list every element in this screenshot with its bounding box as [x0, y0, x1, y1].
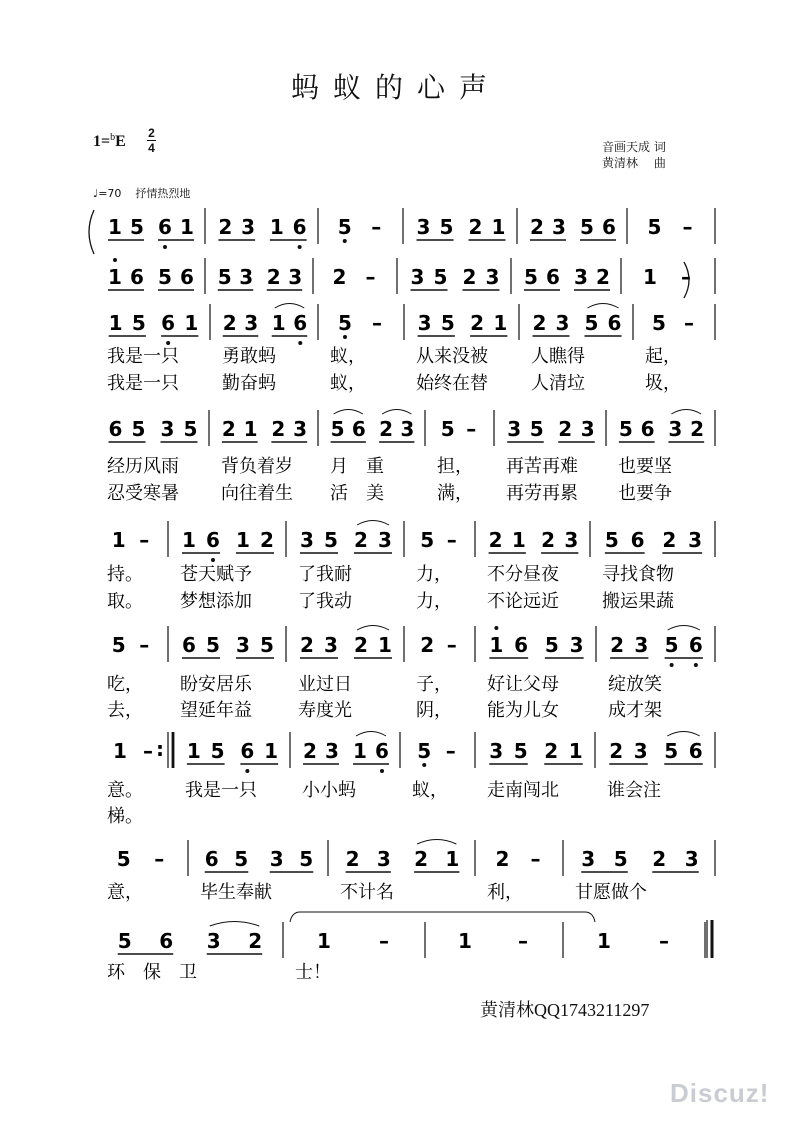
lyric-text: 寻找食物: [602, 564, 674, 585]
dash-note: –: [518, 929, 528, 953]
note: 5: [652, 311, 666, 335]
note: 5: [337, 215, 352, 239]
lyric-text: 意，: [107, 882, 143, 903]
note: 1: [236, 528, 250, 552]
lyric-text: 也要坚: [618, 456, 672, 477]
note: 6: [640, 417, 655, 441]
note: 2: [248, 929, 263, 953]
note: 5: [330, 417, 345, 441]
note: 1: [108, 215, 122, 239]
lyric-text: 成才架: [608, 700, 662, 721]
note: 3: [160, 417, 175, 441]
lyric-text: 满，: [437, 483, 473, 504]
note: 5: [131, 311, 146, 335]
note: 1: [353, 739, 367, 763]
slur: [357, 626, 389, 631]
lyric-text: 忍受寒暑: [107, 483, 179, 504]
watermark-logo: Discuz!: [670, 1078, 770, 1108]
note: 2: [221, 417, 236, 441]
lyric-text: 苍天赋予: [180, 564, 252, 585]
dash-note: –: [446, 528, 457, 552]
note: 6: [602, 215, 616, 239]
note: 3: [684, 847, 699, 871]
note: 3: [633, 739, 648, 763]
note: 6: [688, 633, 703, 657]
note: 3: [300, 528, 314, 552]
note: 3: [507, 417, 522, 441]
note: 1: [445, 847, 460, 871]
dash-note: –: [466, 417, 477, 441]
note: 1: [111, 528, 126, 552]
note: 5: [299, 847, 314, 871]
note: 3: [244, 311, 259, 335]
note: 2: [354, 528, 368, 552]
note: 6: [204, 847, 219, 871]
note: 6: [158, 215, 172, 239]
dash-note: –: [446, 633, 457, 657]
note: 1: [108, 265, 122, 289]
note: 5: [613, 847, 628, 871]
note: 2: [266, 265, 281, 289]
note: 3: [489, 739, 504, 763]
tempo-style: 抒情热烈地: [135, 187, 191, 200]
slur: [417, 840, 456, 845]
note: 2: [303, 739, 317, 763]
note: 5: [117, 929, 132, 953]
lyric-text: 望延年益: [180, 700, 252, 721]
note: 5: [158, 265, 172, 289]
octave-dot: [670, 663, 674, 667]
lyric-text: 了我动: [298, 591, 352, 612]
lyric-text: 向往着生: [221, 483, 293, 504]
note: 5: [664, 739, 679, 763]
note: 6: [240, 739, 255, 763]
dash-note: –: [379, 929, 389, 953]
key-note: E: [115, 133, 126, 150]
note: 1: [180, 215, 194, 239]
note: 1: [568, 739, 583, 763]
note: 5: [131, 417, 146, 441]
note: 1: [491, 215, 506, 239]
repeat-open-paren: [89, 210, 94, 254]
note: 1: [269, 215, 284, 239]
lyric-text: 绽放笑: [608, 674, 662, 695]
slur: [357, 521, 389, 526]
note: 3: [417, 311, 432, 335]
note: 3: [668, 417, 683, 441]
note: 5: [440, 417, 455, 441]
dash-note: –: [139, 528, 150, 552]
note: 2: [332, 265, 347, 289]
note: 3: [206, 929, 221, 953]
lyric-text: 毕生奉献: [200, 882, 272, 903]
note: 5: [580, 215, 594, 239]
note: 1: [317, 929, 331, 953]
note: 6: [293, 311, 308, 335]
lyric-text: 再劳再累: [506, 483, 578, 504]
note: 1: [186, 739, 201, 763]
lyric-text: 蚁，: [330, 346, 366, 367]
key-flat: b: [110, 132, 116, 143]
note: 5: [440, 311, 455, 335]
lyric-text: 去，: [107, 700, 143, 721]
lyric-text: 不计名: [340, 882, 394, 903]
octave-dot: [422, 763, 426, 767]
song-title: 蚂蚁的心声: [290, 71, 501, 104]
note: 2: [271, 417, 286, 441]
note: 1: [264, 739, 279, 763]
note: 5: [116, 847, 131, 871]
note: 1: [378, 633, 392, 657]
note: 5: [417, 739, 432, 763]
note: 5: [183, 417, 198, 441]
lyric-text: 能为儿女: [487, 700, 559, 721]
note: 2: [218, 215, 233, 239]
note: 2: [260, 528, 274, 552]
note: 5: [206, 633, 220, 657]
note: 2: [495, 847, 510, 871]
note: 6: [180, 265, 194, 289]
lyric-text: 从来没被: [416, 346, 488, 367]
dash-note: –: [445, 739, 456, 763]
slur: [210, 922, 260, 927]
note: 2: [558, 417, 573, 441]
repeat-colon: :: [156, 737, 164, 761]
note: 3: [239, 265, 254, 289]
lyric-text: 不论远近: [487, 591, 559, 612]
note: 1: [271, 311, 286, 335]
lyric-text: 背负着岁: [221, 456, 293, 477]
note: 5: [420, 528, 435, 552]
note: 3: [236, 633, 250, 657]
octave-dot: [694, 663, 698, 667]
note: 6: [375, 739, 389, 763]
note: 3: [416, 215, 431, 239]
note: 2: [414, 847, 429, 871]
note: 6: [607, 311, 622, 335]
note: 1: [108, 311, 123, 335]
lyric-text: 甘愿做个: [575, 882, 647, 903]
note: 5: [513, 739, 528, 763]
dash-note: –: [682, 215, 693, 239]
lyric-text: 阴，: [416, 700, 452, 721]
note: 5: [664, 633, 679, 657]
note: 3: [552, 215, 566, 239]
author-signature: 黄清林QQ1743211297: [480, 1000, 650, 1020]
lyric-text: 了我耐: [298, 564, 352, 585]
note: 1: [511, 528, 526, 552]
note: 2: [345, 847, 360, 871]
note: 5: [217, 265, 232, 289]
slur: [667, 732, 700, 737]
octave-dot: [298, 245, 302, 249]
note: 5: [210, 739, 225, 763]
slur: [275, 304, 305, 309]
dash-note: –: [371, 215, 382, 239]
note: 2: [379, 417, 394, 441]
note: 3: [634, 633, 649, 657]
note: 2: [462, 265, 477, 289]
note: 5: [234, 847, 249, 871]
lyric-text: 勇敢蚂: [222, 346, 276, 367]
tempo-value: ♩=70: [93, 187, 122, 200]
note: 1: [489, 633, 504, 657]
lyric-text: 寿度光: [298, 700, 352, 721]
lyric-text: 经历风雨: [107, 456, 179, 477]
lyric-text: 子，: [416, 674, 452, 695]
key-prefix: 1=: [93, 133, 111, 150]
lyric-text: 吃，: [107, 674, 143, 695]
note: 1: [182, 528, 196, 552]
note: 3: [564, 528, 579, 552]
lyric-text: 梯。: [107, 806, 143, 827]
tie-arc: [290, 912, 595, 922]
note: 3: [269, 847, 284, 871]
lyric-text: 力，: [416, 591, 452, 612]
note: 2: [300, 633, 314, 657]
note: 5: [584, 311, 599, 335]
lyric-text: 持。: [107, 564, 143, 585]
lyric-text: 力，: [416, 564, 452, 585]
lyric-text: 小小蚂: [302, 780, 356, 801]
note: 2: [690, 417, 705, 441]
lyric-text: 起，: [645, 346, 681, 367]
note: 6: [351, 417, 366, 441]
note: 1: [243, 417, 258, 441]
slur: [588, 304, 619, 309]
note: 6: [159, 929, 174, 953]
note: 3: [555, 311, 570, 335]
note: 2: [222, 311, 237, 335]
lyric-text: 盼安居乐: [180, 674, 252, 695]
note: 6: [108, 417, 123, 441]
lyric-text: 走南闯北: [487, 780, 559, 801]
note: 2: [468, 215, 483, 239]
lyric-text: 意。: [107, 780, 143, 801]
slur: [334, 410, 363, 415]
note: 6: [514, 633, 529, 657]
lyric-text: 搬运果蔬: [602, 591, 674, 612]
lyric-text: 蚁，: [330, 373, 366, 394]
note: 2: [662, 528, 677, 552]
octave-dot: [211, 558, 215, 562]
note: 3: [485, 265, 500, 289]
slur: [668, 626, 700, 631]
lyric-text: 始终在替: [416, 373, 488, 394]
dash-note: –: [681, 265, 691, 289]
note: 1: [643, 265, 657, 289]
composer-credit: 黄清林 曲: [602, 156, 666, 170]
note: 3: [580, 417, 595, 441]
note: 6: [161, 311, 176, 335]
octave-dot: [245, 769, 249, 773]
lyric-text: 活 美: [330, 483, 384, 504]
lyric-text: 不分昼夜: [487, 564, 559, 585]
note: 3: [293, 417, 308, 441]
note: 5: [260, 633, 274, 657]
note: 3: [569, 633, 584, 657]
octave-dot: [113, 258, 117, 262]
lyric-text: 月 重: [330, 456, 384, 477]
note: 2: [652, 847, 667, 871]
note: 5: [529, 417, 544, 441]
lyric-text: 环 保 卫: [107, 962, 197, 983]
octave-dot: [166, 341, 170, 345]
note: 5: [130, 215, 144, 239]
note: 6: [546, 265, 560, 289]
lyric-text: 梦想添加: [180, 591, 252, 612]
note: 2: [532, 311, 547, 335]
lyric-text: 我是一只: [107, 346, 179, 367]
lyric-text: 勤奋蚂: [222, 373, 276, 394]
octave-dot: [163, 245, 167, 249]
meter-top: 2: [148, 126, 155, 140]
note: 5: [433, 265, 448, 289]
note: 5: [439, 215, 454, 239]
meter-bottom: 4: [148, 141, 155, 155]
note: 5: [618, 417, 633, 441]
lyricist-credit: 音画天成 词: [602, 140, 666, 154]
note: 1: [184, 311, 199, 335]
slur: [382, 410, 411, 415]
octave-dot: [380, 769, 384, 773]
note: 6: [292, 215, 307, 239]
octave-dot: [298, 341, 302, 345]
note: 6: [182, 633, 196, 657]
note: 2: [610, 633, 625, 657]
lyric-text: 我是一只: [107, 373, 179, 394]
note: 1: [458, 929, 472, 953]
lyric-text: 人瞧得: [531, 346, 585, 367]
note: 2: [354, 633, 368, 657]
note: 6: [688, 739, 703, 763]
octave-dot: [494, 626, 498, 630]
lyric-text: 也要争: [618, 483, 672, 504]
note: 6: [630, 528, 645, 552]
note: 1: [493, 311, 508, 335]
lyric-text: 士！: [295, 962, 331, 983]
note: 1: [597, 929, 611, 953]
octave-dot: [343, 335, 347, 339]
note: 2: [541, 528, 556, 552]
note: 1: [113, 739, 127, 763]
lyric-text: 我是一只: [185, 780, 257, 801]
note: 2: [596, 265, 610, 289]
lyric-text: 业过日: [298, 674, 352, 695]
slur: [356, 732, 386, 737]
lyric-text: 担，: [437, 456, 473, 477]
note: 3: [325, 739, 339, 763]
note: 2: [530, 215, 544, 239]
note: 3: [581, 847, 596, 871]
note: 2: [420, 633, 435, 657]
lyric-text: 利，: [487, 882, 523, 903]
note: 3: [376, 847, 391, 871]
note: 5: [324, 528, 338, 552]
dash-note: –: [659, 929, 669, 953]
lyric-text: 再苦再难: [506, 456, 578, 477]
note: 3: [324, 633, 338, 657]
note: 3: [241, 215, 256, 239]
note: 5: [604, 528, 619, 552]
lyric-text: 谁会注: [607, 780, 661, 801]
note: 3: [688, 528, 703, 552]
note: 2: [544, 739, 559, 763]
note: 5: [647, 215, 662, 239]
slur: [671, 410, 701, 415]
dash-note: –: [684, 311, 694, 335]
dash-note: –: [154, 847, 165, 871]
lyric-text: 取。: [107, 591, 143, 612]
lyric-text: 圾，: [645, 373, 681, 394]
octave-dot: [343, 239, 347, 243]
dash-note: –: [139, 633, 150, 657]
dash-note: –: [365, 265, 376, 289]
dash-note: –: [372, 311, 382, 335]
note: 5: [524, 265, 538, 289]
note: 6: [206, 528, 220, 552]
note: 5: [338, 311, 352, 335]
lyric-text: 好让父母: [487, 674, 559, 695]
note: 2: [470, 311, 485, 335]
note: 5: [111, 633, 126, 657]
note: 3: [400, 417, 415, 441]
note: 6: [130, 265, 144, 289]
lyric-text: 蚁，: [412, 780, 448, 801]
dash-note: –: [530, 847, 541, 871]
dash-note: –: [143, 739, 153, 763]
note: 3: [288, 265, 303, 289]
lyric-text: 人清垃: [531, 373, 585, 394]
note: 3: [410, 265, 425, 289]
note: 3: [378, 528, 392, 552]
note: 2: [609, 739, 624, 763]
note: 3: [574, 265, 588, 289]
note: 2: [488, 528, 503, 552]
note: 5: [544, 633, 559, 657]
